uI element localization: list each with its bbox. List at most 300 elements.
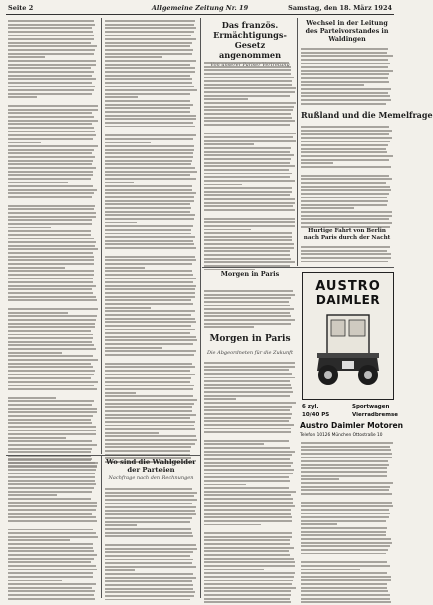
ad-brand-top: AUSTRO — [315, 279, 381, 294]
text-line — [301, 513, 390, 515]
article-body — [204, 62, 296, 264]
text-line — [8, 415, 93, 417]
text-line — [204, 229, 251, 231]
text-line — [204, 254, 290, 256]
text-line — [8, 281, 93, 283]
text-line — [105, 53, 192, 55]
text-line — [8, 93, 92, 95]
text-line — [204, 469, 294, 471]
text-line — [8, 185, 93, 187]
text-line — [105, 532, 192, 534]
text-line — [8, 230, 91, 232]
text-line — [301, 542, 392, 544]
ad-company: Austro Daimler Motoren — [300, 421, 404, 430]
text-line — [105, 259, 196, 261]
text-line — [204, 84, 292, 86]
text-line — [105, 318, 195, 320]
text-line — [8, 223, 92, 225]
text-line — [8, 156, 95, 158]
text-line — [105, 292, 195, 294]
text-line — [8, 256, 94, 258]
text-line — [8, 163, 92, 165]
text-line — [8, 366, 93, 368]
text-line — [105, 233, 191, 235]
text-line — [204, 594, 291, 596]
text-line — [8, 296, 96, 298]
text-line — [105, 569, 135, 571]
text-line — [204, 417, 291, 419]
text-line — [105, 236, 195, 238]
text-line — [301, 55, 393, 57]
text-line — [204, 536, 292, 538]
text-line — [204, 247, 294, 249]
text-line — [8, 330, 91, 332]
text-line — [204, 424, 294, 426]
text-line — [301, 446, 390, 448]
text-line — [301, 103, 386, 105]
text-line — [105, 562, 192, 564]
text-line — [8, 182, 68, 184]
text-line — [301, 99, 391, 101]
text-line — [8, 105, 98, 107]
text-line — [301, 569, 360, 571]
text-line — [105, 247, 196, 249]
text-line — [301, 137, 392, 139]
text-line — [204, 239, 292, 241]
text-line — [8, 370, 95, 372]
text-line — [301, 166, 391, 168]
text-line — [204, 80, 292, 82]
text-line — [204, 380, 290, 382]
text-line — [105, 118, 196, 120]
text-line — [105, 86, 194, 88]
text-line — [8, 86, 95, 88]
page-number: Seite 2 — [8, 4, 34, 12]
text-line — [204, 202, 295, 204]
text-line — [105, 31, 194, 33]
text-line — [105, 332, 190, 334]
text-line — [301, 73, 389, 75]
text-line — [8, 377, 91, 379]
text-line — [204, 243, 294, 245]
text-line — [204, 491, 296, 493]
text-line — [8, 238, 94, 240]
text-line — [301, 148, 386, 150]
text-line — [8, 60, 96, 62]
text-line — [204, 113, 291, 115]
text-line — [301, 561, 387, 563]
text-line — [8, 352, 62, 354]
text-line — [105, 24, 194, 26]
text-line — [204, 133, 296, 135]
headline: Rußland und die Memelfrage — [301, 110, 433, 120]
text-line — [8, 82, 92, 84]
text-line — [204, 539, 290, 541]
column-1-text — [8, 20, 98, 454]
text-line — [8, 274, 94, 276]
text-line — [204, 301, 289, 303]
text-line — [105, 278, 196, 280]
text-line — [105, 93, 190, 95]
subheadline: Nachfrage nach den Rechnungen — [108, 475, 194, 481]
text-line — [8, 334, 93, 336]
text-line — [8, 116, 94, 118]
text-line — [301, 464, 389, 466]
text-line — [301, 182, 386, 184]
text-line — [204, 258, 291, 260]
text-line — [105, 67, 195, 69]
text-line — [204, 169, 289, 171]
text-line — [105, 138, 193, 140]
text-line — [301, 601, 391, 603]
text-line — [301, 175, 389, 177]
text-line — [8, 270, 94, 272]
text-line — [105, 281, 193, 283]
text-line — [301, 66, 388, 68]
text-line — [105, 577, 196, 579]
text-line — [105, 513, 196, 515]
text-line — [8, 430, 96, 432]
text-line — [204, 520, 292, 522]
text-line — [8, 408, 97, 410]
text-line — [8, 487, 94, 489]
text-line — [8, 476, 95, 478]
text-line — [105, 521, 190, 523]
text-line — [8, 576, 93, 578]
text-line — [105, 134, 196, 136]
text-line — [105, 347, 162, 349]
advertisement[interactable] — [302, 272, 394, 400]
text-line — [301, 475, 387, 477]
text-line — [301, 84, 364, 86]
text-line — [8, 558, 94, 560]
text-line — [8, 381, 98, 383]
text-line — [105, 388, 193, 390]
text-line — [105, 174, 190, 176]
text-line — [8, 348, 96, 350]
text-line — [105, 145, 194, 147]
text-line — [105, 270, 192, 272]
text-line — [105, 107, 190, 109]
text-line — [8, 587, 92, 589]
text-line — [105, 189, 192, 191]
text-line — [105, 211, 190, 213]
text-line — [8, 227, 51, 229]
text-line — [105, 42, 192, 44]
text-line — [204, 140, 296, 142]
text-line — [105, 555, 190, 557]
text-line — [105, 214, 195, 216]
text-line — [8, 444, 97, 446]
text-line — [105, 38, 196, 40]
text-line — [8, 192, 94, 194]
text-line — [301, 178, 392, 180]
text-line — [204, 236, 292, 238]
text-line — [105, 580, 192, 582]
text-line — [8, 20, 94, 22]
text-line — [301, 457, 392, 459]
text-line — [105, 49, 193, 51]
article-headline-block — [204, 350, 296, 360]
text-line — [105, 399, 197, 401]
text-line — [204, 73, 291, 75]
column-2-text — [105, 20, 197, 454]
text-line — [204, 198, 295, 200]
text-line — [301, 590, 388, 592]
text-line — [105, 350, 196, 352]
headline: Morgen in Paris — [209, 334, 291, 344]
text-line — [8, 426, 96, 428]
text-line — [301, 257, 391, 259]
text-line — [301, 246, 390, 248]
text-line — [105, 370, 190, 372]
text-line — [204, 136, 293, 138]
text-line — [204, 205, 293, 207]
text-line — [105, 535, 193, 537]
text-line — [301, 48, 388, 50]
text-line — [8, 299, 97, 301]
text-line — [105, 20, 195, 22]
text-line — [105, 528, 191, 530]
article-headline-block — [105, 458, 197, 488]
text-line — [204, 565, 295, 567]
text-line — [8, 550, 94, 552]
text-line — [301, 486, 390, 488]
text-line — [8, 448, 92, 450]
text-line — [301, 467, 387, 469]
ad-spec-right: Sportwagen — [352, 404, 390, 410]
text-line — [204, 569, 264, 571]
text-line — [204, 225, 295, 227]
text-line — [8, 24, 95, 26]
text-line — [105, 595, 194, 597]
text-line — [8, 543, 93, 545]
text-line — [105, 406, 192, 408]
issue-date: Samstag, den 18. März 1924 — [288, 4, 392, 12]
text-line — [204, 362, 295, 364]
text-line — [105, 82, 192, 84]
text-line — [105, 122, 193, 124]
text-line — [8, 109, 98, 111]
text-line — [301, 583, 387, 585]
text-line — [8, 123, 92, 125]
text-line — [8, 480, 95, 482]
text-line — [8, 42, 91, 44]
text-line — [204, 109, 293, 111]
text-line — [8, 252, 93, 254]
text-line — [8, 178, 91, 180]
text-line — [301, 126, 389, 128]
text-line — [204, 428, 291, 430]
text-line — [204, 387, 292, 389]
text-line — [8, 397, 56, 399]
text-line — [8, 138, 93, 140]
text-line — [8, 532, 96, 534]
text-line — [8, 315, 97, 317]
text-line — [8, 374, 94, 376]
text-line — [105, 288, 195, 290]
text-line — [204, 162, 290, 164]
text-line — [105, 96, 138, 98]
text-line — [105, 524, 137, 526]
text-line — [105, 149, 194, 151]
text-line — [8, 308, 98, 310]
text-line — [204, 312, 290, 314]
text-line — [105, 443, 195, 445]
text-line — [8, 539, 70, 541]
text-line — [301, 449, 391, 451]
text-line — [204, 487, 289, 489]
headline: Hurtige Fahrt von Berlin nach Paris durch der Nacht — [303, 228, 391, 241]
text-line — [301, 88, 391, 90]
text-line — [301, 478, 339, 480]
text-line — [204, 398, 236, 400]
text-line — [204, 106, 294, 108]
text-line — [204, 165, 295, 167]
text-line — [105, 111, 190, 113]
text-line — [105, 591, 195, 593]
text-line — [8, 75, 92, 77]
text-line — [105, 256, 195, 258]
text-line — [8, 196, 92, 198]
text-line — [204, 143, 254, 145]
text-line — [8, 355, 93, 357]
ad-spec-left: 6 zyl. — [302, 404, 319, 410]
text-line — [204, 601, 291, 603]
text-line — [105, 274, 193, 276]
headline: Wo sind die Wahlgelder der Parteien — [106, 458, 196, 474]
text-line — [301, 553, 386, 555]
text-line — [204, 366, 295, 368]
text-line — [8, 53, 94, 55]
text-line — [204, 462, 293, 464]
text-line — [8, 569, 97, 571]
text-line — [204, 209, 295, 211]
text-line — [105, 60, 196, 62]
text-line — [105, 299, 191, 301]
text-line — [204, 587, 296, 589]
text-line — [105, 428, 195, 430]
text-line — [204, 505, 295, 507]
text-line — [105, 263, 192, 265]
text-line — [301, 572, 387, 574]
text-line — [301, 598, 390, 600]
text-line — [204, 187, 292, 189]
text-line — [204, 69, 291, 71]
text-line — [204, 465, 291, 467]
text-line — [301, 471, 387, 473]
text-line — [204, 590, 291, 592]
text-line — [301, 594, 390, 596]
text-line — [204, 550, 289, 552]
text-line — [8, 598, 95, 600]
text-line — [301, 523, 337, 525]
text-line — [204, 158, 291, 160]
text-line — [105, 573, 193, 575]
column-rule — [101, 18, 102, 454]
text-line — [204, 554, 290, 556]
text-line — [105, 381, 190, 383]
text-line — [8, 505, 97, 507]
text-line — [8, 167, 96, 169]
text-line — [301, 92, 388, 94]
text-line — [105, 167, 195, 169]
text-line — [8, 35, 94, 37]
text-line — [204, 451, 295, 453]
text-line — [204, 77, 294, 79]
text-line — [105, 156, 193, 158]
ad-address: Telefon 10126 München Ottostraße 10 — [300, 433, 383, 438]
text-line — [105, 510, 195, 512]
text-line — [8, 219, 92, 221]
text-line — [8, 312, 68, 314]
text-line — [301, 70, 393, 72]
text-line — [105, 196, 194, 198]
text-line — [8, 388, 97, 390]
text-line — [204, 516, 292, 518]
text-line — [105, 160, 192, 162]
text-line — [105, 363, 192, 365]
text-line — [105, 414, 196, 416]
text-line — [204, 502, 293, 504]
text-line — [204, 598, 290, 600]
text-line — [204, 543, 290, 545]
text-line — [204, 369, 289, 371]
text-line — [105, 551, 193, 553]
text-line — [105, 285, 196, 287]
text-line — [105, 584, 193, 586]
text-line — [105, 64, 190, 66]
text-line — [8, 31, 93, 33]
text-line — [204, 413, 292, 415]
text-line — [204, 184, 242, 186]
text-line — [204, 323, 291, 325]
text-line — [204, 154, 294, 156]
text-line — [204, 409, 290, 411]
text-line — [8, 67, 91, 69]
text-line — [105, 499, 197, 501]
text-line — [301, 482, 393, 484]
text-line — [105, 492, 197, 494]
text-line — [8, 285, 96, 287]
text-line — [8, 580, 62, 582]
text-line — [105, 207, 191, 209]
article-body — [301, 246, 393, 266]
text-line — [8, 234, 91, 236]
text-line — [204, 498, 293, 500]
text-line — [204, 532, 292, 534]
text-line — [105, 403, 194, 405]
text-line — [204, 576, 294, 578]
text-line — [8, 205, 95, 207]
text-line — [204, 494, 291, 496]
text-line — [8, 583, 96, 585]
text-line — [105, 506, 196, 508]
column-rule — [101, 456, 102, 598]
text-line — [8, 27, 92, 29]
text-line — [105, 182, 134, 184]
text-line — [301, 155, 393, 157]
text-line — [105, 417, 190, 419]
text-line — [105, 329, 195, 331]
text-line — [204, 420, 289, 422]
masthead: Allgemeine Zeitung Nr. 19 — [151, 4, 249, 12]
text-line — [204, 524, 261, 526]
text-line — [105, 78, 192, 80]
text-line — [301, 565, 390, 567]
text-line — [301, 579, 391, 581]
text-line — [204, 454, 292, 456]
